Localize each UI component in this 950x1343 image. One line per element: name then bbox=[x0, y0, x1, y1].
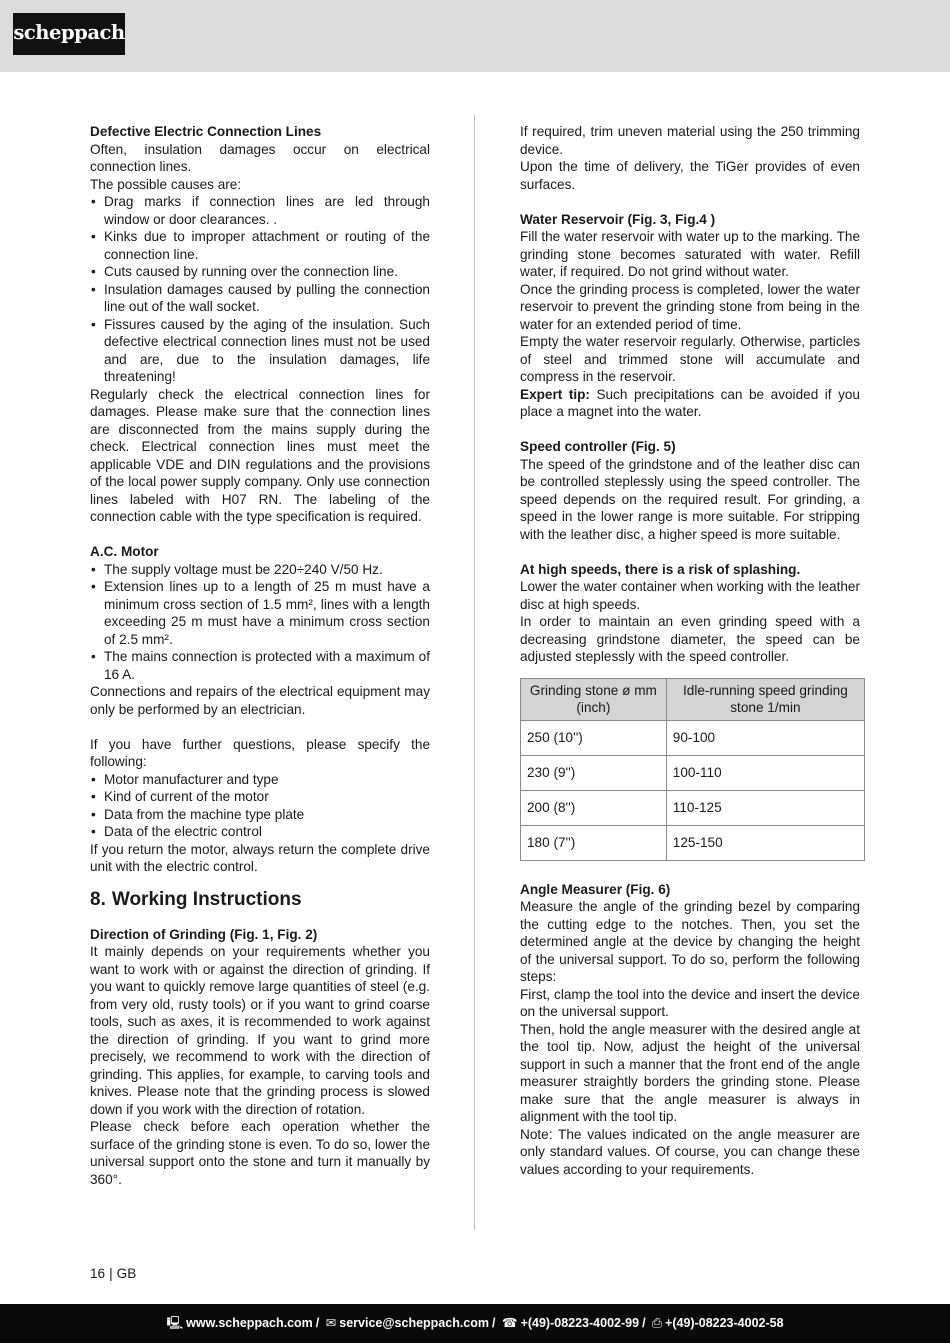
fax-icon: ⎙ bbox=[652, 1316, 663, 1330]
paragraph: Connections and repairs of the electrical equipment may only be performed by an electrician. bbox=[90, 684, 430, 717]
paragraph: Lower the water container when working with the leather disc at high speeds. bbox=[520, 579, 860, 612]
speed-table bbox=[520, 678, 865, 861]
right-column bbox=[520, 123, 860, 1178]
paragraph: Please check before each operation whether the surface of the grinding stone is even. To do so, lower the universal support onto the stone and turn it manually by 360°. bbox=[90, 1119, 430, 1187]
table-cell: 250 (10'') bbox=[521, 720, 667, 755]
paragraph: The possible causes are: bbox=[90, 176, 242, 192]
list-item: • The supply voltage must be 220÷240 V/50 Hz. bbox=[90, 561, 430, 579]
scheppach-logo: scheppach bbox=[13, 13, 125, 55]
paragraph: Measure the angle of the grinding bezel by comparing the cutting edge to the notches. Then, you set the determined angle at the device by changing the height of the universal support. To do so, perform the following steps: bbox=[520, 899, 860, 984]
page-number-value: 16 bbox=[90, 1266, 106, 1281]
footer-email-link[interactable]: service@scheppach.com bbox=[339, 1316, 490, 1330]
paragraph: Often, insulation damages occur on electrical connection lines. bbox=[90, 141, 430, 174]
section-heading bbox=[90, 888, 430, 912]
heading-splashing: At high speeds, there is a risk of splashing. bbox=[520, 561, 801, 577]
list-item: • Extension lines up to a length of 25 m must have a minimum cross section of 1.5 mm², lines with a length exceeding 25 m must have a minimum cross section of 2.5 mm². bbox=[90, 578, 430, 648]
table-header-row bbox=[521, 678, 865, 720]
footer-fax: +(49)-08223-4002-58 bbox=[665, 1316, 784, 1330]
expert-tip bbox=[520, 386, 860, 421]
table-cell: 230 (9'') bbox=[521, 755, 667, 790]
questions-list bbox=[90, 771, 430, 841]
list-item: • Fissures caused by the aging of the insulation. Such defective electrical connection lines must not be used and are, due to the insulation damages, life threatening! bbox=[90, 316, 430, 386]
list-item: • Insulation damages caused by pulling the connection line out of the wall socket. bbox=[90, 281, 430, 316]
computer-icon: 🖳 bbox=[166, 1316, 184, 1330]
motor-list bbox=[90, 561, 430, 684]
list-item: • Motor manufacturer and type bbox=[90, 771, 430, 789]
paragraph: Note: The values indicated on the angle measurer are only standard values. Of course, you can change these values according to your requirements. bbox=[520, 1126, 860, 1177]
heading-water-reservoir: Water Reservoir (Fig. 3, Fig.4 ) bbox=[520, 211, 716, 227]
list-item: • Cuts caused by running over the connection line. bbox=[90, 263, 430, 281]
list-item: • Kind of current of the motor bbox=[90, 788, 430, 806]
page-number: 16 | GB bbox=[90, 1266, 137, 1281]
list-item: • Data from the machine type plate bbox=[90, 806, 430, 824]
table-cell: 100-110 bbox=[666, 755, 864, 790]
section-title: Working Instructions bbox=[111, 888, 302, 910]
column-divider bbox=[474, 115, 475, 1230]
table-row bbox=[521, 755, 865, 790]
table-header: Grinding stone ø mm (inch) bbox=[521, 678, 667, 720]
paragraph: Regularly check the electrical connection lines for damages. Please make sure that the connection lines are disconnected from the mains supply during the check. Electrical connection lines must meet the applicable VDE and DIN regulations and the provisions of the local power supply company. Only use connection lines labeled with H07 RN. The labeling of the connection cable with the type specification is required. bbox=[90, 386, 430, 524]
paragraph: In order to maintain an even grinding speed with a decreasing grindstone diameter, the speed can be adjusted steplessly with the speed controller. bbox=[520, 614, 860, 664]
paragraph: Fill the water reservoir with water up to the marking. The grinding stone becomes saturated with water. Refill water, if required. Do not grind without water. bbox=[520, 229, 860, 279]
paragraph: Once the grinding process is completed, lower the water reservoir to prevent the grinding stone from being in the water for an extended period of time. bbox=[520, 281, 860, 332]
paragraph: Upon the time of delivery, the TiGer provides of even surfaces. bbox=[520, 159, 860, 192]
heading-ac-motor: A.C. Motor bbox=[90, 544, 159, 559]
table-header: Idle-running speed grinding stone 1/min bbox=[666, 678, 864, 720]
table-cell: 90-100 bbox=[666, 720, 864, 755]
left-column bbox=[90, 123, 430, 1188]
paragraph: Empty the water reservoir regularly. Otherwise, particles of steel and trimmed stone will accumulate and compress in the reservoir. bbox=[520, 334, 860, 384]
paragraph: If you return the motor, always return the complete drive unit with the electric control. bbox=[90, 841, 430, 874]
paragraph: Then, hold the angle measurer with the desired angle at the tool tip. Now, adjust the height of the universal support in such a manner that the front end of the angle measurer straightly borders the grinding stone. Please make sure that the angle measurer is always in alignment with the tool tip. bbox=[520, 1021, 860, 1124]
list-item: • The mains connection is protected with a maximum of 16 A. bbox=[90, 648, 430, 683]
heading-speed-controller: Speed controller (Fig. 5) bbox=[520, 439, 676, 454]
footer-bar: 🖳 www.scheppach.com / ✉ service@scheppach.com / ☎ +(49)-08223-4002-99 / ⎙ +(49)-08223-4002-58 bbox=[0, 1304, 950, 1343]
footer-website-link[interactable]: www.scheppach.com bbox=[186, 1316, 313, 1330]
header-bar bbox=[0, 0, 950, 72]
heading-defective-lines: Defective Electric Connection Lines bbox=[90, 124, 322, 139]
table-cell: 180 (7'') bbox=[521, 825, 667, 860]
causes-list bbox=[90, 193, 430, 386]
table-cell: 125-150 bbox=[666, 825, 864, 860]
heading-direction: Direction of Grinding (Fig. 1, Fig. 2) bbox=[90, 926, 318, 942]
table-cell: 110-125 bbox=[666, 790, 864, 825]
table-row bbox=[521, 825, 865, 860]
list-item: • Kinks due to improper attachment or routing of the connection line. bbox=[90, 228, 430, 263]
list-item: • Drag marks if connection lines are led through window or door clearances. . bbox=[90, 193, 430, 228]
tip-label: Expert tip: bbox=[520, 386, 590, 402]
email-icon: ✉ bbox=[325, 1316, 337, 1330]
heading-angle-measurer: Angle Measurer (Fig. 6) bbox=[520, 881, 671, 897]
table-row bbox=[521, 720, 865, 755]
tip-text: Such precipitations can be avoided if you place a magnet into the water. bbox=[520, 386, 860, 419]
section-number: 8. bbox=[90, 888, 106, 910]
table-row bbox=[521, 790, 865, 825]
table-cell: 200 (8'') bbox=[521, 790, 667, 825]
phone-icon: ☎ bbox=[501, 1316, 518, 1330]
paragraph: If required, trim uneven material using the 250 trimming device. bbox=[520, 124, 860, 157]
paragraph: First, clamp the tool into the device and insert the device on the universal support. bbox=[520, 986, 860, 1019]
paragraph: It mainly depends on your requirements whether you want to work with or against the direction of grinding. If you want to quickly remove large quantities of steel (e.g. from very old, rusty tools) or if you want to grind coarse tools, such as axes, it is recommended to work against the direction of grinding. If you want to grind more precisely, we recommend to work with the direction of grinding. This applies, for example, to carving tools and knives. Please note that the grinding process is slowed down if you work with the direction of rotation. bbox=[90, 944, 430, 1117]
list-item: • Data of the electric control bbox=[90, 823, 430, 841]
footer-phone: +(49)-08223-4002-99 bbox=[520, 1316, 640, 1330]
paragraph: If you have further questions, please specify the following: bbox=[90, 736, 430, 769]
page-language: GB bbox=[116, 1266, 137, 1281]
paragraph: The speed of the grindstone and of the leather disc can be controlled steplessly using the speed controller. The speed depends on the required result. For grinding, a speed in the lower range is more suitable. For stripping with the leather disc, a higher speed is more suitable. bbox=[520, 456, 860, 542]
